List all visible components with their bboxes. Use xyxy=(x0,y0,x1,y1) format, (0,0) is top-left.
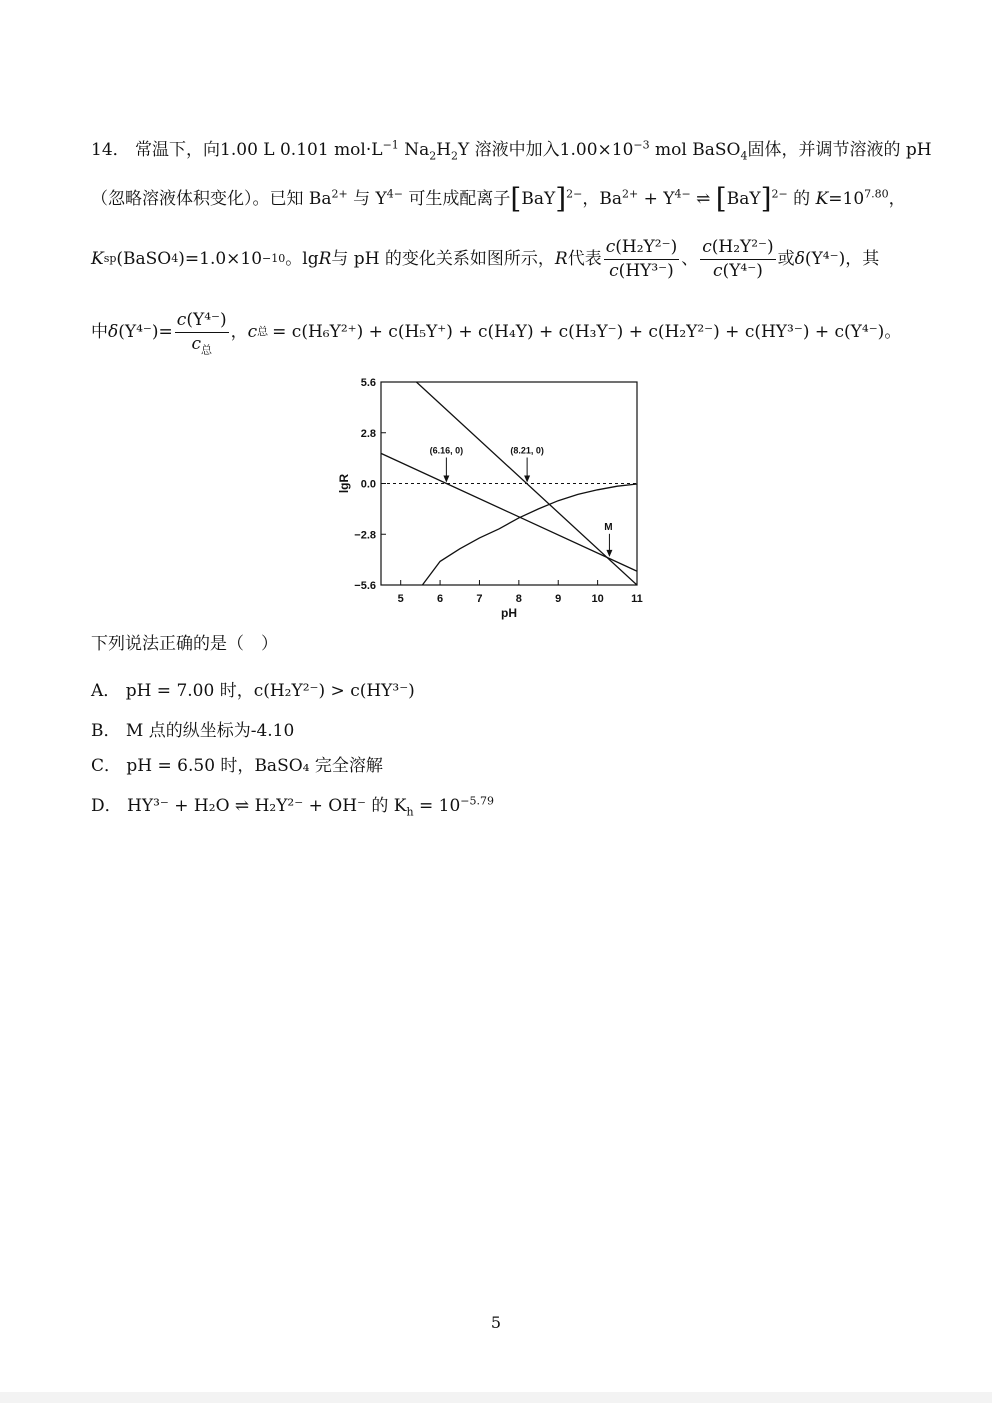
y-tick-label: 2.8 xyxy=(360,427,376,440)
y-tick-label: 0.0 xyxy=(360,478,376,491)
option-a[interactable]: A． pH = 7.00 时，c(H₂Y²⁻) > c(HY³⁻) xyxy=(91,681,415,701)
x-tick-label: 10 xyxy=(591,593,604,605)
question-number: 14． xyxy=(91,140,130,160)
annotation-label: M xyxy=(604,521,613,533)
y-axis-label: lgR xyxy=(337,473,351,494)
option-c[interactable]: C． pH = 6.50 时，BaSO₄ 完全溶解 xyxy=(91,756,383,776)
x-tick-label: 5 xyxy=(397,593,404,605)
x-tick-label: 7 xyxy=(476,593,483,605)
y-tick-label: −5.6 xyxy=(354,580,376,592)
delta-fraction: $\frac{\text{c(Y⁴⁻)}}{c_总}$ xyxy=(176,309,227,356)
y-tick-label: 5.6 xyxy=(360,377,376,389)
x-tick-label: 11 xyxy=(631,593,643,605)
x-tick-label: 9 xyxy=(555,593,562,605)
series-line-3 xyxy=(422,484,637,585)
ratio-fraction-2: $\frac{\text{c(H₂Y²⁻)}}{\text{c(Y⁴⁻)}}$ xyxy=(702,236,774,281)
x-tick-label: 6 xyxy=(437,593,444,605)
annotation-arrowhead xyxy=(443,476,449,483)
equilibrium-arrow: ⇌ xyxy=(696,189,711,209)
options-prompt: 下列说法正确的是（ ） xyxy=(91,634,278,654)
question-line-4: 中 δ ( Y⁴⁻ ) = $\frac{\text{c(Y⁴⁻)}}{c_总}$ ， c 总 = c(H₆Y²⁺) + c(H₅Y⁺) + c(H₄Y) + c(H₃Y⁻) + c(H₂Y²⁻) + c(HY³⁻) + c(Y⁴⁻) 。 xyxy=(91,309,902,356)
annotation-arrowhead xyxy=(606,550,612,557)
page-number: 5 xyxy=(490,1313,502,1332)
annotation-label: (6.16, 0) xyxy=(429,445,464,456)
scan-edge xyxy=(0,1392,992,1403)
lgR-ph-chart xyxy=(0,0,992,640)
question-line-3: K sp ( BaSO 4 ) =1.0×10 −10 。lg R 与 pH 的变化关系如图所示， R 代表 $\frac{\text{c(H₂Y²⁻)}}{\text{c(HY³⁻)}}$ 、 $\frac{\text{c(H₂Y²⁻)}}{\text{c(Y⁴⁻)}}$ 或 δ ( Y⁴⁻ ) ，其 xyxy=(91,236,880,281)
annotation-label: (8.21, 0) xyxy=(510,445,544,456)
series-line-1 xyxy=(381,453,637,571)
ratio-fraction-1: $\frac{\text{c(H₂Y²⁻)}}{\text{c(HY³⁻)}}$ xyxy=(605,236,678,281)
question-line-1: 14． 常温下，向1.00 L 0.101 $mol\cdot L^{-1}$ $Na_2H_2Y$ 溶液中加入$1.00\times 10^{-3}$ mol BaSO$_4$固体，并调节溶液的 pH xyxy=(91,138,932,163)
y-tick-label: −2.8 xyxy=(354,529,376,542)
x-axis-label: pH xyxy=(501,606,517,620)
x-tick-label: 8 xyxy=(515,593,522,605)
option-b[interactable]: B． M 点的纵坐标为-4.10 xyxy=(91,721,295,741)
total-concentration-expression: = c(H₆Y²⁺) + c(H₅Y⁺) + c(H₄Y) + c(H₃Y⁻) + c(H₂Y²⁻) + c(HY³⁻) + c(Y⁴⁻) xyxy=(272,321,885,342)
option-d[interactable]: D． HY³⁻ + H₂O ⇌ H₂Y²⁻ + OH⁻ 的 $K_h = 10^{-5.79}$ xyxy=(91,794,495,819)
question-line-2: （忽略溶液体积变化）。已知 $Ba^{2+}$ 与 $Y^{4-}$ 可生成配离子[BaY]$^{2-}$，$Ba^{2+} + Y^{4-}$ ⇌ [BaY]$^{2-}$ 的 $K=10^{7.80}$， xyxy=(91,182,906,215)
